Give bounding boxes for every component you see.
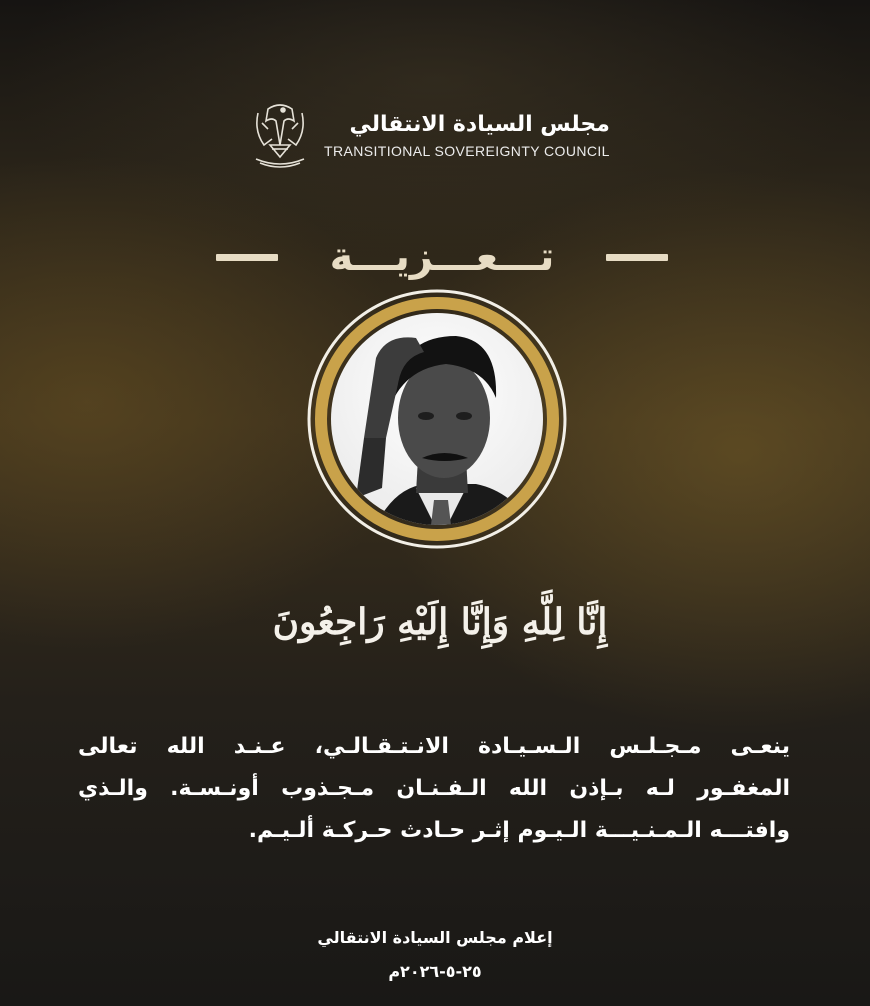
footer-organization: إعلام مجلس السيادة الانتقالي [317, 928, 553, 947]
announcement-line-2: المغفـور لـه بـإذن الله الـفـنـان مـجـذوب أونـسـة. والـذي [78, 776, 790, 801]
sudan-secretary-bird-emblem-icon [250, 99, 310, 173]
footer-date: ٢٥-٥-٢٠٢٦م [388, 962, 482, 981]
title-row [216, 232, 668, 282]
portrait-photo [306, 288, 568, 550]
header-text [324, 110, 610, 162]
condolence-title: تـــعـــزيـــة [329, 234, 555, 280]
title-divider-right [606, 254, 668, 261]
council-name-arabic: مجلس السيادة الانتقالي [349, 112, 610, 137]
announcement-text [78, 726, 790, 866]
announcement-line-1: ينعـى مـجـلـس الـسـيـادة الانـتـقـالـي، عـنـد الله تعالى [78, 734, 790, 759]
announcement-line-3: وافتـــه الـمـنـيـــة الـيـوم إثـر حـادث حـركـة ألـيـم. [248, 818, 790, 843]
portrait-frame [306, 288, 568, 550]
header [250, 96, 630, 176]
quran-verse-calligraphy: إِنَّا لِلَّهِ وَإِنَّا إِلَيْهِ رَاجِعُونَ [272, 601, 608, 643]
title-divider-left [216, 254, 278, 261]
council-name-english: TRANSITIONAL SOVEREIGNTY COUNCIL [324, 143, 610, 159]
